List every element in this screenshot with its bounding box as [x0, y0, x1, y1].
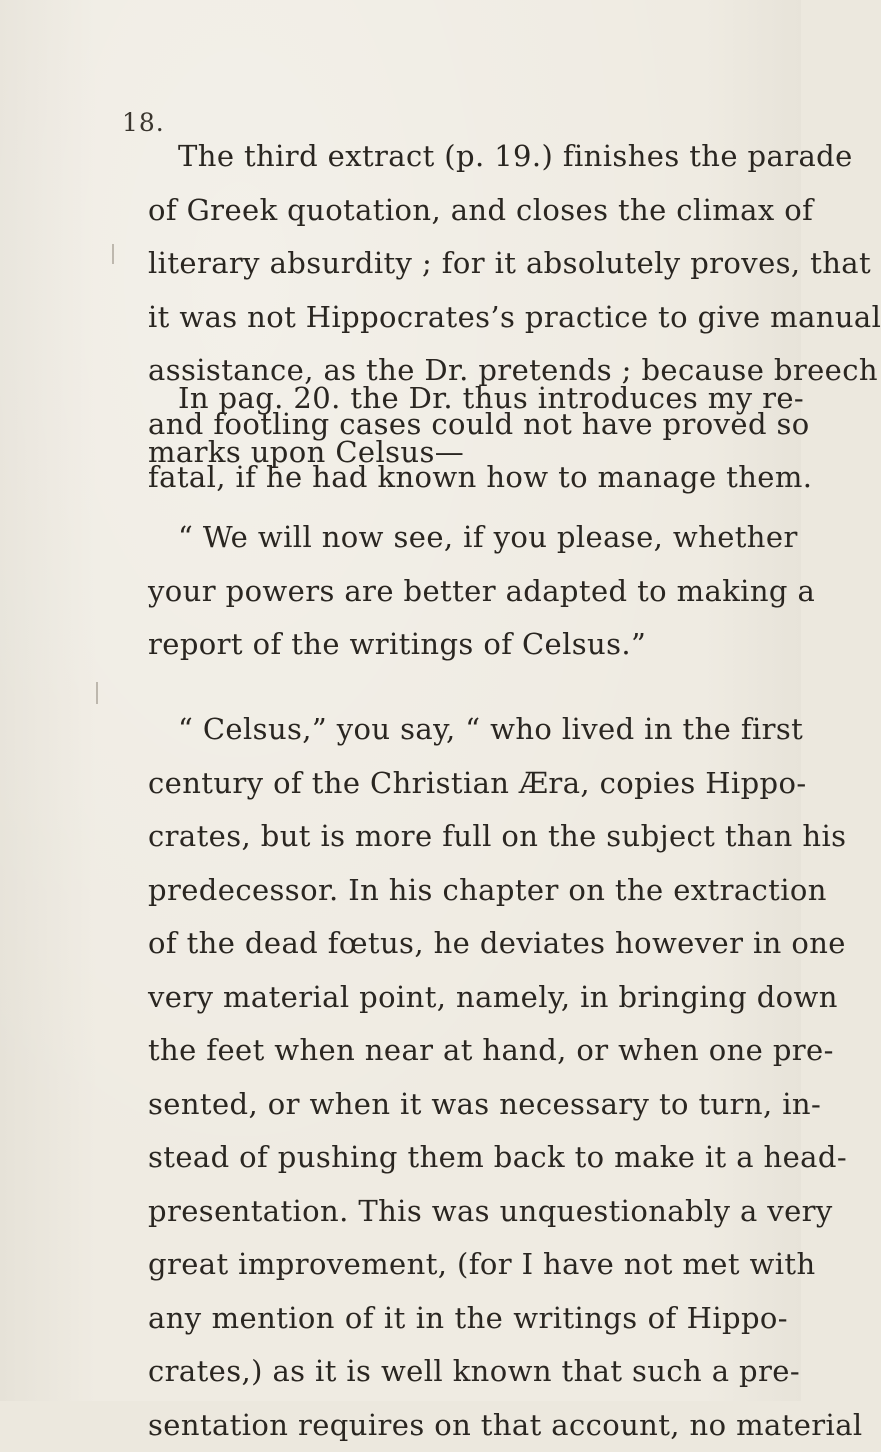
page-number: 18. — [122, 108, 165, 137]
text-line: report of the writings of Celsus.” — [148, 618, 788, 672]
text-line: marks upon Celsus— — [148, 426, 788, 480]
text-line: In pag. 20. the Dr. thus introduces my re- — [148, 372, 788, 426]
paragraph-celsus-intro — [148, 372, 788, 479]
text-line: literary absurdity ; for it absolutely proves, that — [148, 237, 788, 291]
paragraph-celsus-quotation — [148, 703, 788, 1452]
text-line: predecessor. In his chapter on the extraction — [148, 864, 788, 918]
text-line: sentation requires on that account, no material — [148, 1399, 788, 1452]
text-line: century of the Christian Æra, copies Hippo- — [148, 757, 788, 811]
paragraph-quotation-report — [148, 511, 788, 672]
text-line: it was not Hippocrates’s practice to give manual — [148, 291, 788, 345]
text-line: The third extract (p. 19.) finishes the parade — [148, 130, 788, 184]
text-line: stead of pushing them back to make it a head- — [148, 1131, 788, 1185]
text-line: sented, or when it was necessary to turn, in- — [148, 1078, 788, 1132]
text-line: any mention of it in the writings of Hippo- — [148, 1292, 788, 1346]
text-line: presentation. This was unquestionably a very — [148, 1185, 788, 1239]
text-line: your powers are better adapted to making a — [148, 565, 788, 619]
text-line: assistance, as the Dr. pretends ; because breech — [148, 344, 788, 398]
text-line: crates,) as it is well known that such a pre- — [148, 1345, 788, 1399]
text-line: and footling cases could not have proved so — [148, 398, 788, 452]
text-line: fatal, if he had known how to manage them. — [148, 451, 788, 505]
text-line: very material point, namely, in bringing down — [148, 971, 788, 1025]
text-line: the feet when near at hand, or when one pre- — [148, 1024, 788, 1078]
text-line: of the dead fœtus, he deviates however in one — [148, 917, 788, 971]
text-line: “ Celsus,” you say, “ who lived in the first — [148, 703, 788, 757]
text-line: crates, but is more full on the subject than his — [148, 810, 788, 864]
margin-mark — [112, 244, 114, 264]
text-line: of Greek quotation, and closes the climax of — [148, 184, 788, 238]
text-line: “ We will now see, if you please, whether — [148, 511, 788, 565]
margin-mark — [96, 682, 98, 704]
text-line: great improvement, (for I have not met with — [148, 1238, 788, 1292]
